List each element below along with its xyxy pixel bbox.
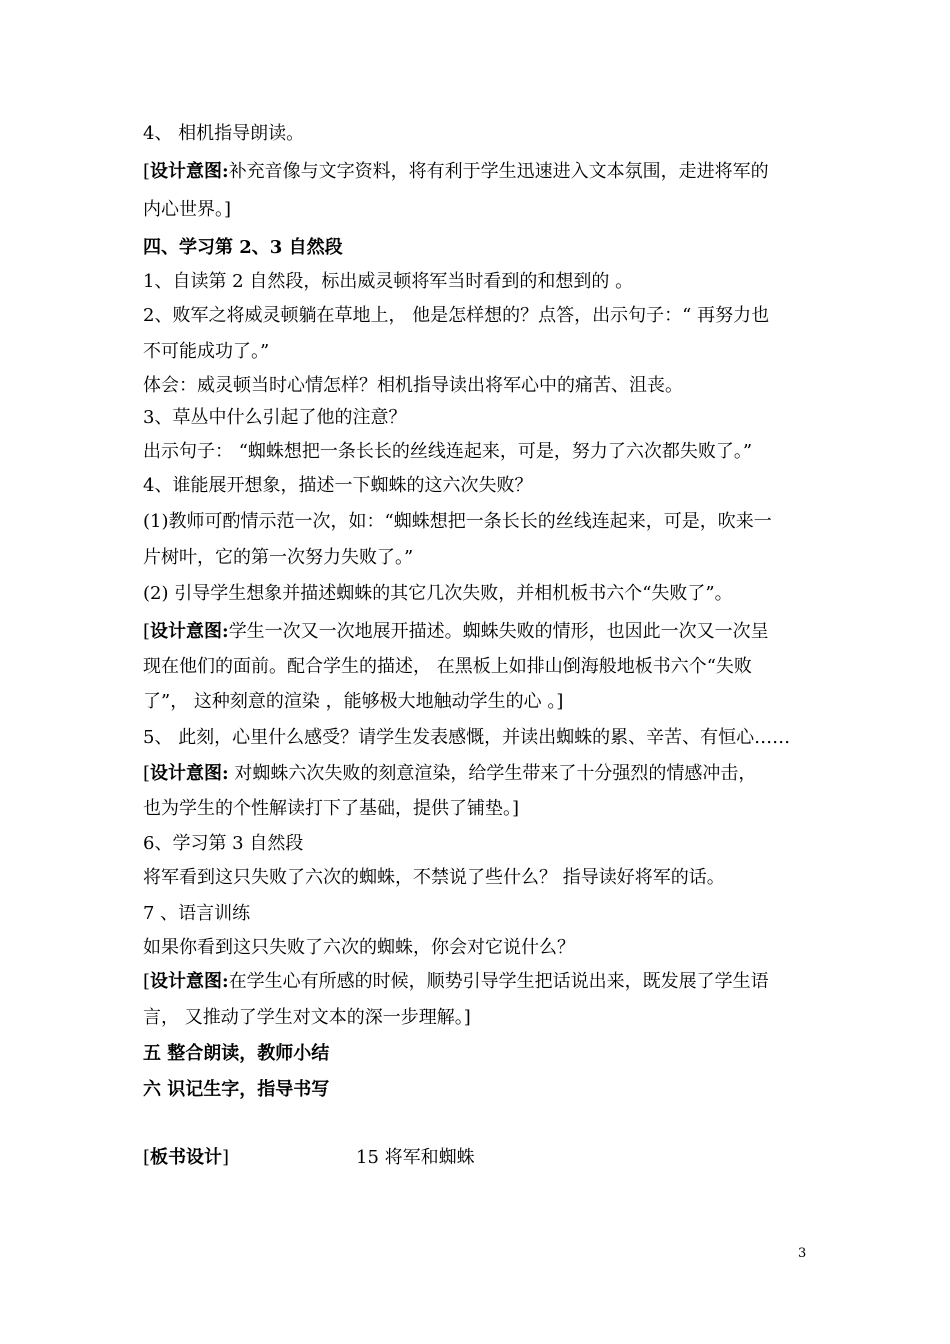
section-heading-4: 四、学习第 2、3 自然段 <box>143 237 343 258</box>
line-3: 内心世界。] <box>143 199 232 220</box>
line-20: 也为学生的个性解读打下了基础，提供了铺垫。] <box>143 798 520 819</box>
line-9: 3、草丛中什么引起了他的注意？ <box>143 407 407 428</box>
design-intent-label: 设计意图: <box>150 763 229 784</box>
line-26: 言， 又推动了学生对文本的深一步理解。] <box>143 1007 471 1028</box>
page-number: 3 <box>798 1246 807 1261</box>
line-5: 1、自读第 2 自然段，标出威灵顿将军当时看到的和想到的 。 <box>143 271 634 292</box>
line-21: 6、学习第 3 自然段 <box>143 833 304 854</box>
line-15: [设计意图:学生一次又一次地展开描述。蜘蛛失败的情形，也因此一次又一次呈 <box>143 621 769 642</box>
design-intent-label: 设计意图: <box>150 161 229 182</box>
line-10: 出示句子： “蜘蛛想把一条长长的丝线连起来，可是，努力了六次都失败了。” <box>143 441 753 462</box>
design-intent-label: 设计意图: <box>150 621 229 642</box>
line-7: 不可能成功了。” <box>143 341 270 362</box>
line-24: 如果你看到这只失败了六次的蜘蛛，你会对它说什么？ <box>143 937 575 958</box>
line-11: 4、谁能展开想象，描述一下蜘蛛的这六次失败？ <box>143 475 533 496</box>
section-heading-6: 六 识记生字，指导书写 <box>143 1079 330 1100</box>
line-6: 2、败军之将威灵顿躺在草地上， 他是怎样想的？点答，出示句子：“ 再努力也 <box>143 305 770 326</box>
board-design-title: 15 将军和蜘蛛 <box>356 1147 475 1168</box>
line-22: 将军看到这只失败了六次的蜘蛛，不禁说了些什么？ 指导读好将军的话。 <box>143 867 725 888</box>
line-25: [设计意图:在学生心有所感的时候，顺势引导学生把话说出来，既发展了学生语 <box>143 971 769 992</box>
line-13: 片树叶，它的第一次努力失败了。” <box>143 547 414 568</box>
design-intent-label: 设计意图: <box>150 971 229 992</box>
line-14: (2) 引导学生想象并描述蜘蛛的其它几次失败，并相机板书六个“失败了”。 <box>143 583 733 604</box>
section-heading-5: 五 整合朗读，教师小结 <box>143 1043 330 1064</box>
line-19: [设计意图: 对蜘蛛六次失败的刻意渲染，给学生带来了十分强烈的情感冲击， <box>143 763 757 784</box>
line-8: 体会：威灵顿当时心情怎样？相机指导读出将军心中的痛苦、沮丧。 <box>143 375 683 396</box>
board-design-label: [板书设计] <box>143 1147 230 1168</box>
line-12: (1)教师可酌情示范一次，如：“蜘蛛想把一条长长的丝线连起来，可是，吹来一 <box>143 511 772 532</box>
line-16: 现在他们的面前。配合学生的描述， 在黑板上如排山倒海般地板书六个“失败 <box>143 656 752 677</box>
line-23: 7 、语言训练 <box>143 903 251 924</box>
line-17: 了”， 这种刻意的渲染 ，能够极大地触动学生的心 。] <box>143 691 564 712</box>
line-1: 4、 相机指导朗读。 <box>143 123 305 144</box>
line-18: 5、 此刻，心里什么感受？请学生发表感慨，并读出蜘蛛的累、辛苦、有恒心…… <box>143 727 791 748</box>
line-2: [设计意图:补充音像与文字资料，将有利于学生迅速进入文本氛围，走进将军的 <box>143 161 769 182</box>
